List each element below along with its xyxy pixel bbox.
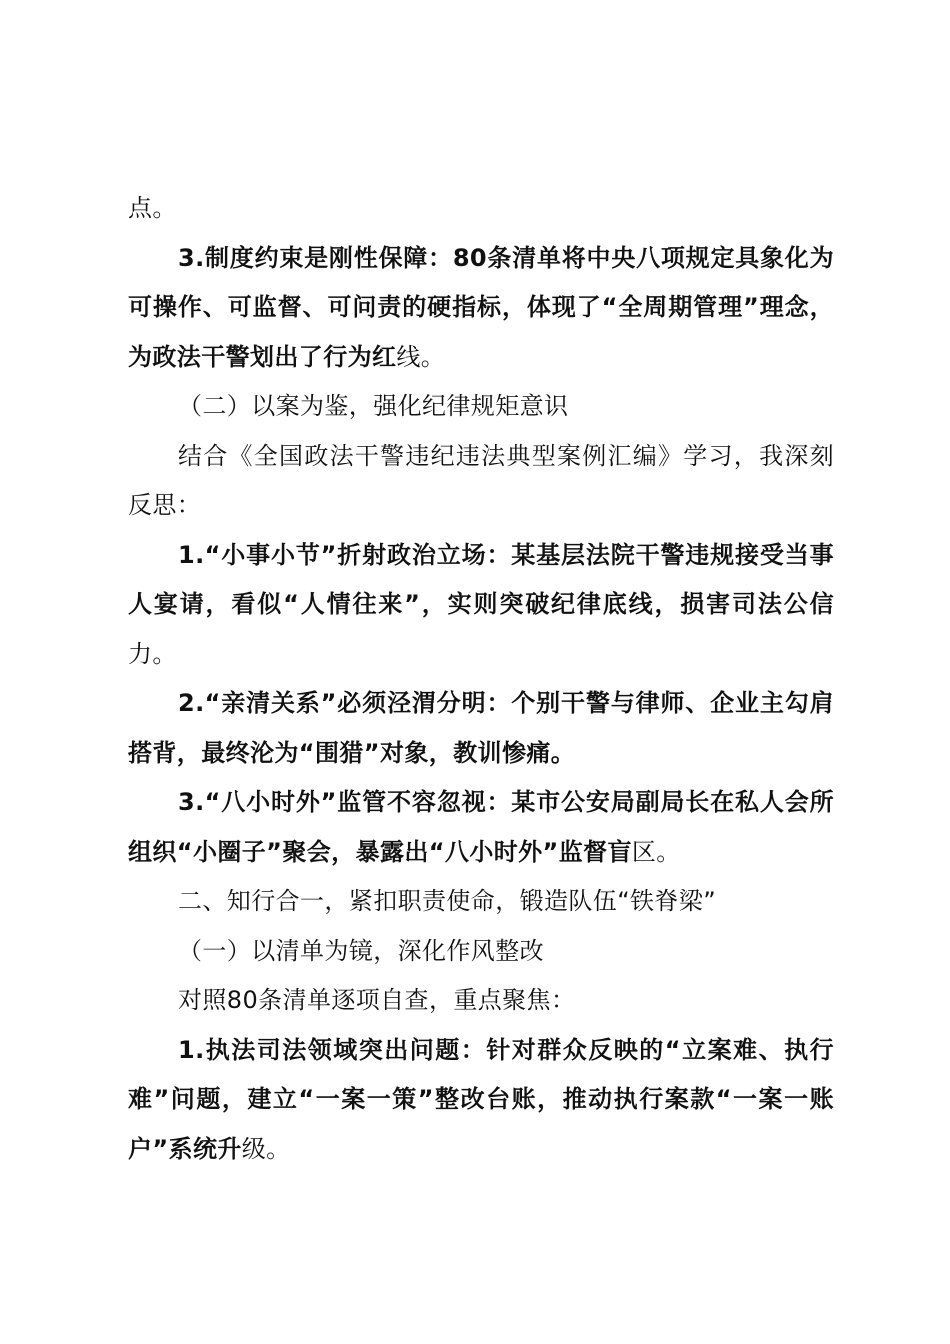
paragraph-intro-list bbox=[128, 976, 834, 1026]
subheading-text: （二）以案为鉴，强化纪律规矩意识 bbox=[178, 392, 569, 420]
paragraph-bold-text: 3.制度约束是刚性保障：80条清单将中央八项规定具象化为可操作、可监督、可问责的硬指标，体现了“全周期管理”理念，为政法干警划出了行为红 bbox=[128, 243, 834, 371]
paragraph-bold-text: 1.执法司法领域突出问题：针对群众反映的“立案难、执行难”问题，建立“一案一策”整改台账，推动执行案款“一案一账户”系统升 bbox=[128, 1035, 834, 1163]
paragraph-text: 结合《全国政法干警违纪违法典型案例汇编》学习，我深刻反思： bbox=[128, 441, 834, 519]
paragraph-text: 级。 bbox=[241, 1134, 291, 1163]
subheading-text: （一）以清单为镜，深化作风整改 bbox=[178, 936, 544, 965]
paragraph-text: 线。 bbox=[396, 342, 446, 371]
paragraph-text: 区。 bbox=[631, 837, 681, 866]
document-body bbox=[128, 184, 834, 1174]
paragraph-item-3-system bbox=[128, 234, 834, 383]
section-heading-two bbox=[128, 877, 834, 927]
paragraph-continuation bbox=[128, 184, 834, 234]
paragraph-bold-text: 2.“亲清关系”必须泾渭分明：个别干警与律师、企业主勾肩搭背，最终沦为“围猎”对象，教训惨痛。 bbox=[128, 689, 834, 767]
paragraph-text: 点。 bbox=[128, 194, 177, 222]
subheading-one bbox=[128, 927, 834, 977]
paragraph-case-1 bbox=[128, 531, 834, 680]
section-heading-text: 二、知行合一，紧扣职责使命，锻造队伍“铁脊梁” bbox=[178, 887, 717, 915]
paragraph-case-3 bbox=[128, 778, 834, 877]
paragraph-list-1 bbox=[128, 1026, 834, 1175]
paragraph-case-2 bbox=[128, 679, 834, 778]
paragraph-bold-text: 3.“八小时外”监管不容忽视：某市公安局副局长在私人会所组织“小圈子”聚会，暴露出“八小时外”监督盲 bbox=[128, 788, 834, 866]
paragraph-text: 力。 bbox=[128, 639, 177, 668]
paragraph-text: 对照80条清单逐项自查，重点聚焦： bbox=[178, 986, 576, 1014]
subheading-two bbox=[128, 382, 834, 432]
paragraph-bold-text: 1.“小事小节”折射政治立场：某基层法院干警违规接受当事人宴请，看似“人情往来”，实则突破纪律底线，损害司法公信 bbox=[128, 540, 834, 618]
paragraph-intro-cases bbox=[128, 432, 834, 531]
